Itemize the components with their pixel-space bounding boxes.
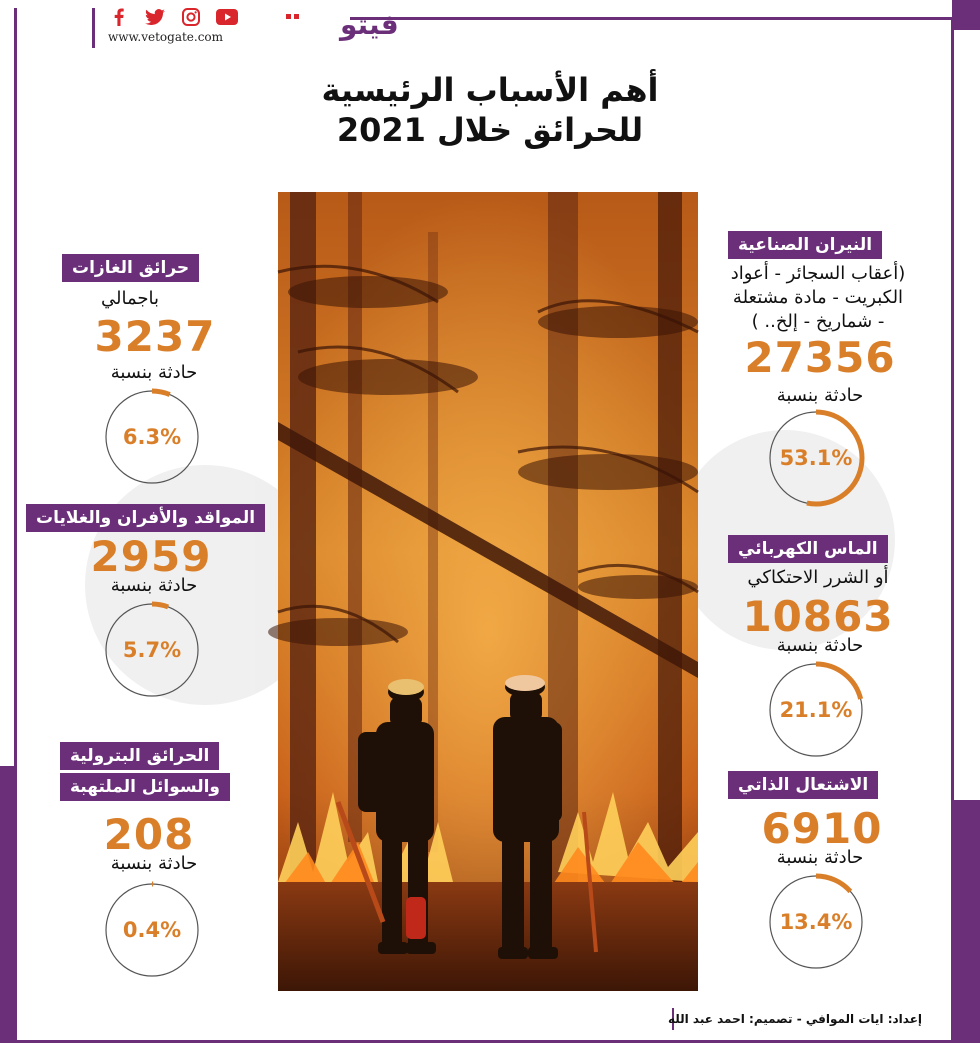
label-industrial-fire: النيران الصناعية [728,231,882,259]
industrial-percent-ring [766,408,866,508]
industrial-desc-line-3: - شماريخ - إلخ.. ) [751,311,885,332]
stoves-caption: حادثة بنسبة [110,575,198,596]
label-electric-short: الماس الكهربائي [728,535,888,563]
petroleum-percent-text: 0.4% [122,918,182,942]
electric-caption: حادثة بنسبة [776,635,864,656]
electric-count: 10863 [742,592,894,641]
credit-text: إعداد: ايات الموافي - تصميم: احمد عبد الله [667,1012,922,1026]
frame-header-divider [92,8,95,48]
spontaneous-caption: حادثة بنسبة [776,847,864,868]
frame-left-line [14,8,17,1043]
petroleum-percent-ring [102,880,202,980]
site-url[interactable]: www.vetogate.com [108,30,224,44]
label-gas-fires: حرائق الغازات [62,254,199,282]
side-accent-right [954,800,980,1043]
page-title [250,70,730,150]
electric-percent-ring [766,660,866,760]
frame-top [340,0,980,40]
gas-caption: حادثة بنسبة [110,362,198,383]
petroleum-caption: حادثة بنسبة [110,853,198,874]
side-accent-left [0,766,14,1043]
industrial-description [700,262,936,334]
electric-description: أو الشرر الاحتكاكي [747,567,889,588]
industrial-caption: حادثة بنسبة [776,385,864,406]
twitter-icon[interactable] [144,8,166,26]
industrial-desc-line-2: الكبريت - مادة مشتعلة [732,287,904,308]
gas-percent-ring [102,387,202,487]
stoves-percent-text: 5.7% [122,638,182,662]
spontaneous-percent-text: 13.4% [779,910,853,934]
electric-percent-text: 21.1% [779,698,853,722]
title-line-1: أهم الأسباب الرئيسية [321,71,659,109]
youtube-icon[interactable] [216,8,238,26]
instagram-icon[interactable] [180,8,202,26]
stoves-count: 2959 [90,532,212,581]
spontaneous-percent-ring [766,872,866,972]
industrial-percent-text: 53.1% [779,446,853,470]
label-petroleum-fires: الحرائق البترولية [60,742,219,770]
social-links [108,8,238,26]
petroleum-count: 208 [103,810,195,859]
svg-text:فيتو: فيتو [340,8,399,41]
brand-logo[interactable] [252,6,399,42]
industrial-desc-line-1: (أعقاب السجائر - أعواد [730,263,906,284]
label-flammable-liquids: والسوائل الملتهبة [60,773,230,801]
label-spontaneous-ignition: الاشتعال الذاتي [728,771,878,799]
facebook-icon[interactable] [108,8,130,26]
gas-total-label: باجمالي [101,288,159,309]
gas-count: 3237 [94,312,216,361]
spontaneous-count: 6910 [761,804,883,853]
wildfire-photo [278,192,698,991]
title-line-2: للحرائق خلال 2021 [336,111,644,149]
industrial-count: 27356 [744,333,896,382]
gas-percent-text: 6.3% [122,425,182,449]
stoves-percent-ring [102,600,202,700]
label-stoves-ovens-boilers: المواقد والأفران والغلايات [26,504,265,532]
